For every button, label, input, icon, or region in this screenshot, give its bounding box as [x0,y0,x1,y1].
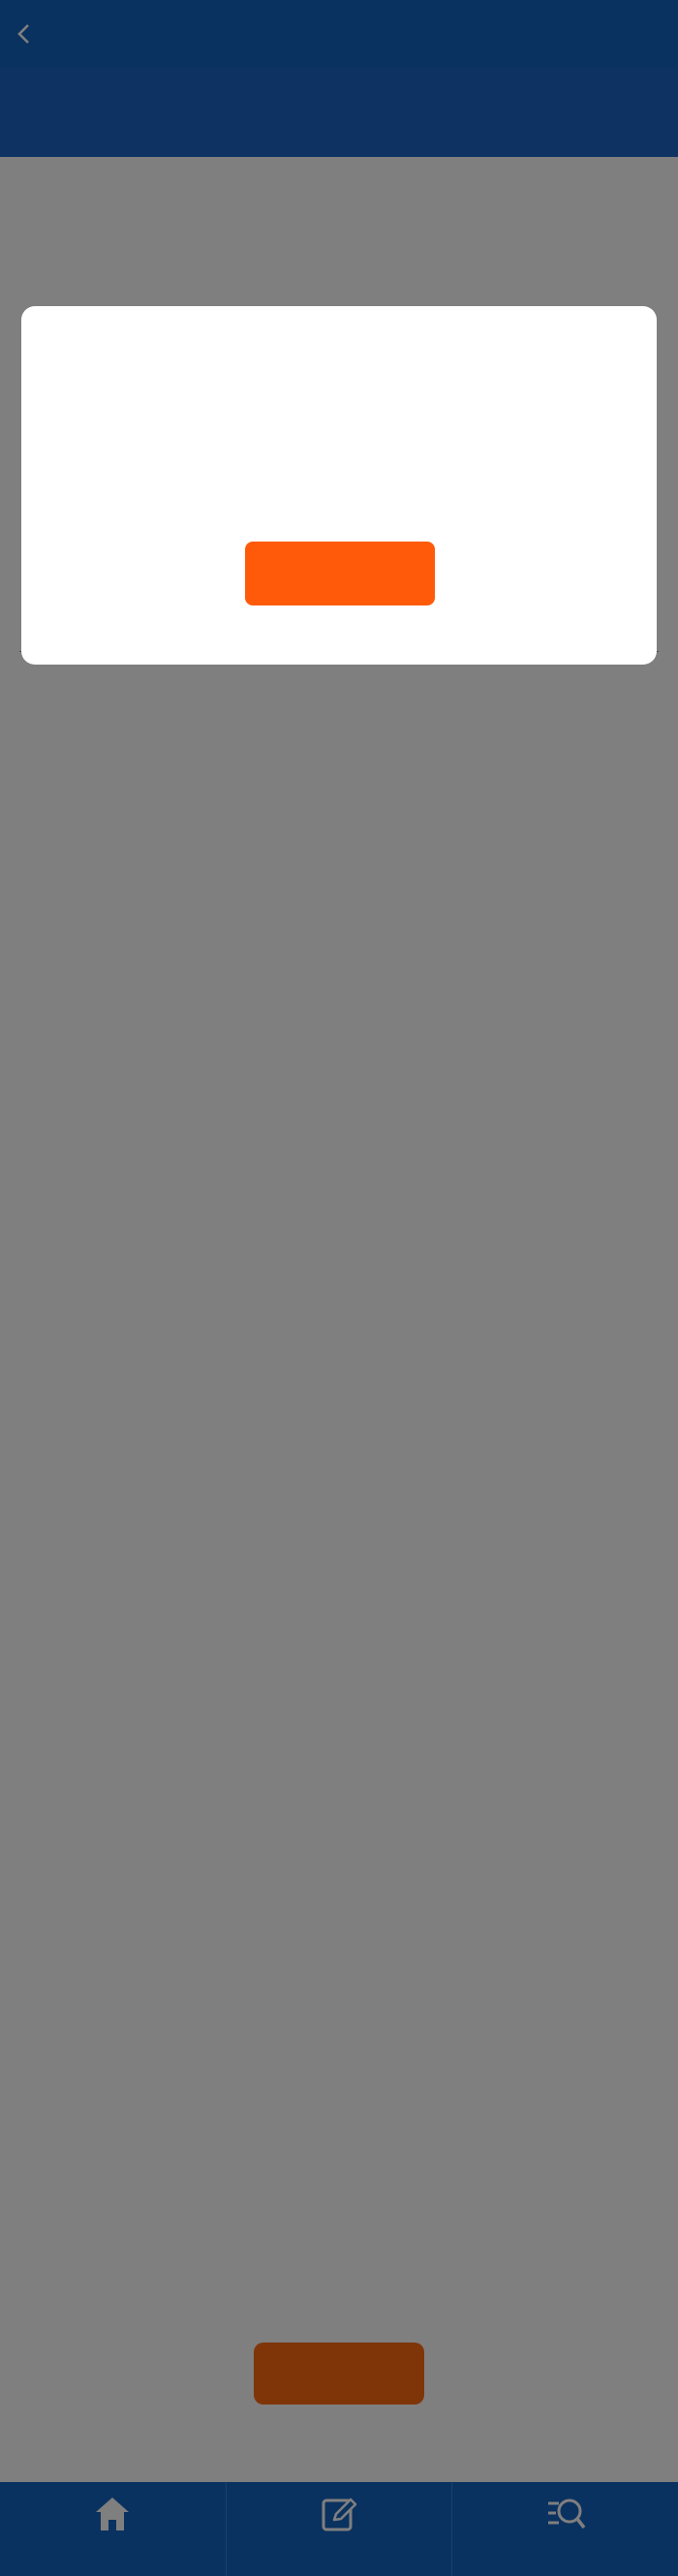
close-page-button[interactable] [245,542,435,605]
current-score-line [21,413,657,481]
success-dialog [21,306,657,665]
